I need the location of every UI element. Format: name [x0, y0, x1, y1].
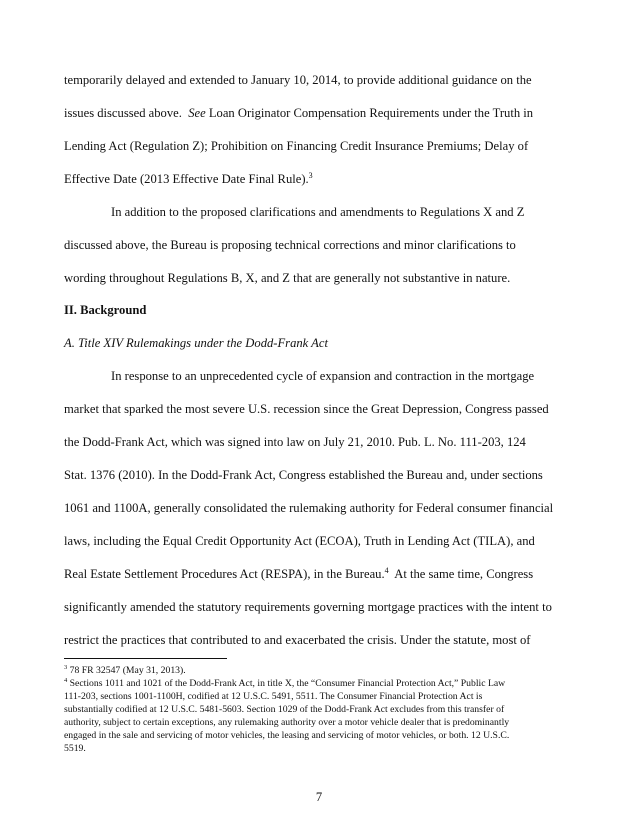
body-line-1: temporarily delayed and extended to January 10, 2014, to provide additional guidance on the [64, 73, 532, 87]
body-line-5: In addition to the proposed clarifications and amendments to Regulations X and Z [111, 205, 525, 219]
body-line-4 [64, 171, 313, 187]
see-signal: See [188, 106, 206, 120]
subsection-heading: A. Title XIV Rulemakings under the Dodd-Frank Act [64, 336, 328, 350]
footnote-4-text-1: Sections 1011 and 1021 of the Dodd-Frank Act, in title X, the “Consumer Financial Protection Act,” Public Law [69, 678, 506, 689]
footnote-4-line-3: substantially codified at 12 U.S.C. 5481-5603. Section 1029 of the Dodd-Frank Act excludes from this transfer of [64, 704, 505, 715]
footnote-4-line-1 [64, 678, 505, 690]
footnote-ref-4: 4 [384, 566, 389, 575]
body-line-2 [64, 105, 533, 121]
footnote-separator [64, 658, 227, 659]
footnote-3-text: 78 FR 32547 (May 31, 2013). [69, 665, 186, 676]
footnote-4-line-5: engaged in the sale and servicing of motor vehicles, the leasing and servicing of motor vehicles, or both. 12 U.S.C. [64, 730, 510, 741]
section-heading: II. Background [64, 303, 147, 317]
section-line-1: In response to an unprecedented cycle of expansion and contraction in the mortgage [111, 369, 535, 383]
section-line-7 [64, 566, 533, 582]
section-line-7-cont: At the same time, Congress [394, 567, 534, 581]
section-line-5: 1061 and 1100A, generally consolidated the rulemaking authority for Federal consumer financial [64, 501, 554, 515]
body-line-6: discussed above, the Bureau is proposing technical corrections and minor clarifications to [64, 238, 516, 252]
section-line-7-text: Real Estate Settlement Procedures Act (RESPA), in the Bureau. [64, 567, 385, 581]
body-line-3: Lending Act (Regulation Z); Prohibition on Financing Credit Insurance Premiums; Delay of [64, 139, 529, 153]
body-line-2-text: issues discussed above. [64, 106, 182, 120]
footnote-3 [64, 665, 186, 677]
footnote-3-number: 3 [64, 664, 68, 671]
footnote-4-number: 4 [64, 677, 68, 684]
footnote-ref-3: 3 [308, 171, 313, 180]
body-line-2-citation: Loan Originator Compensation Requirements under the Truth in [208, 106, 534, 120]
body-line-7: wording throughout Regulations B, X, and Z that are generally not substantive in nature. [64, 271, 511, 285]
section-line-2: market that sparked the most severe U.S. recession since the Great Depression, Congress passed [64, 402, 549, 416]
section-line-3: the Dodd-Frank Act, which was signed into law on July 21, 2010. Pub. L. No. 111-203, 124 [64, 435, 526, 449]
footnote-4-line-2: 111-203, sections 1001-1100H, codified at 12 U.S.C. 5491, 5511. The Consumer Financial Protection Act is [64, 691, 483, 702]
footnote-4-line-6: 5519. [64, 743, 86, 754]
footnote-4-line-4: authority, subject to certain exceptions, any rulemaking authority over a motor vehicle dealer that is predominantly [64, 717, 510, 728]
section-line-4: Stat. 1376 (2010). In the Dodd-Frank Act, Congress established the Bureau and, under sections [64, 468, 543, 482]
section-line-8: significantly amended the statutory requirements governing mortgage practices with the intent to [64, 600, 552, 614]
body-line-4-text: Effective Date (2013 Effective Date Final Rule). [64, 172, 309, 186]
page-number: 7 [315, 790, 323, 804]
section-line-6: laws, including the Equal Credit Opportunity Act (ECOA), Truth in Lending Act (TILA), and [64, 534, 535, 548]
section-line-9: restrict the practices that contributed to and exacerbated the crisis. Under the statute, most of [64, 633, 531, 647]
